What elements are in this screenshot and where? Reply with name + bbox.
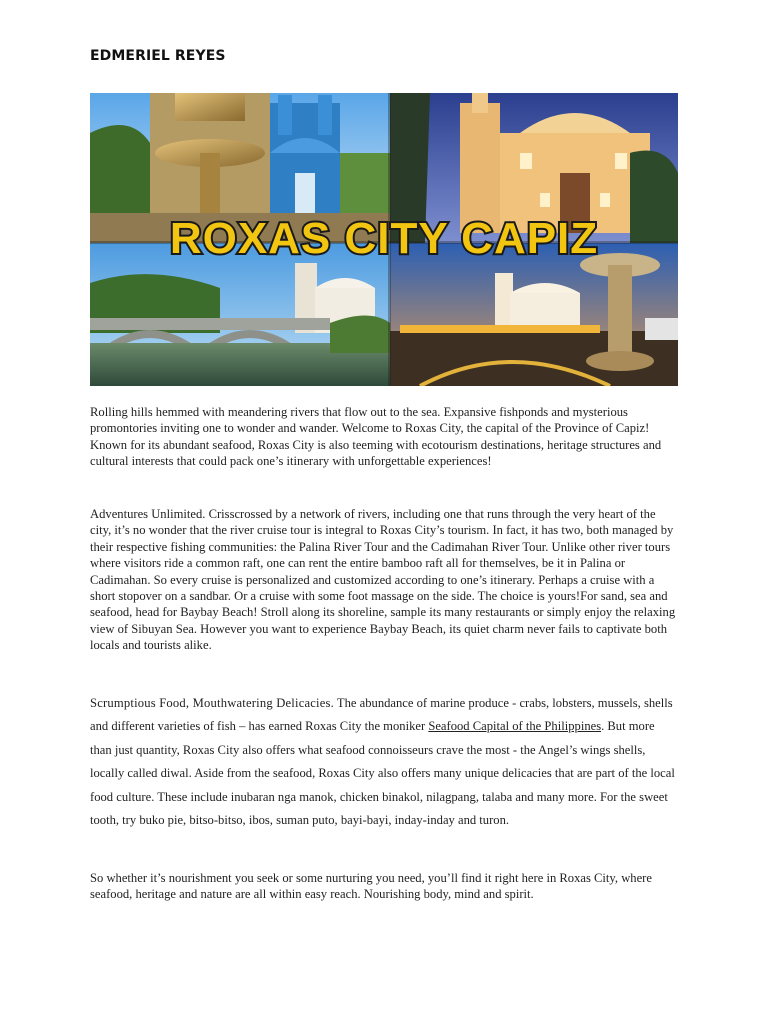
closing-paragraph: So whether it’s nourishment you seek or some nurturing you need, you’ll find it right here in Roxas City, where seafood, heritage and nature are all within easy reach. Nourishing body, mind and spirit. bbox=[90, 871, 652, 902]
food-paragraph-text-2: . But more than just quantity, Roxas City also offers what seafood connoisseurs crave the most - the Angel’s wings shells, locally called diwal. Aside from the seafood, Roxas City also offers many unique delicacies that are part of the local food culture. These include inubaran nga manok, chicken binakol, nilagpang, talaba and many more. For the sweet tooth, try buko pie, bitso-bitso, ibos, suman puto, bayi-bayi, inday-inday and turon. bbox=[90, 719, 675, 828]
author-name: EDMERIEL REYES bbox=[90, 48, 226, 64]
food-paragraph bbox=[90, 692, 678, 832]
seafood-capital-link[interactable]: Seafood Capital of the Philippines bbox=[428, 719, 602, 734]
food-paragraph-text-1: The abundance of marine produce - crabs, lobsters, mussels, shells and different varieties of fish – has earned Roxas City the moniker bbox=[90, 696, 673, 734]
intro-paragraph: Rolling hills hemmed with meandering rivers that flow out to the sea. Expansive fishponds and mysterious promontories inviting one to wonder and wander. Welcome to Roxas City, the capital of the Province of Capiz! Known for its abundant seafood, Roxas City is also teeming with ecotourism destinations, heritage structures and cultural interests that could pack one’s itinerary with unforgettable experiences! bbox=[90, 405, 662, 469]
food-paragraph-lead: Scrumptious Food, Mouthwatering Delicacies. bbox=[90, 696, 334, 710]
adventures-paragraph: Adventures Unlimited. Crisscrossed by a network of rivers, including one that runs through the very heart of the city, it’s no wonder that the river cruise tour is integral to Roxas City’s tourism. In fact, it has two, both managed by their respective fishing communities: the Palina River Tour and the Cadimahan River Tour. Unlike other river tours where visitors ride a common raft, one can rent the entire bamboo raft all for themselves, be it in Palina or Cadimahan. So every cruise is personalized and customized according to one’s itinerary. Perhaps a cruise with a short stopover on a sandbar. Or a cruise with some foot massage on the side. The choice is yours!For sand, sea and seafood, head for Baybay Beach! Stroll along its shoreline, sample its many restaurants or simply enjoy the relaxing view of Sibuyan Sea. However you want to experience Baybay Beach, its quiet charm never fails to captivate both locals and tourists alike. bbox=[90, 507, 676, 653]
collage-title: ROXAS CITY CAPIZ bbox=[169, 214, 599, 263]
roxas-city-collage-image bbox=[90, 93, 678, 386]
